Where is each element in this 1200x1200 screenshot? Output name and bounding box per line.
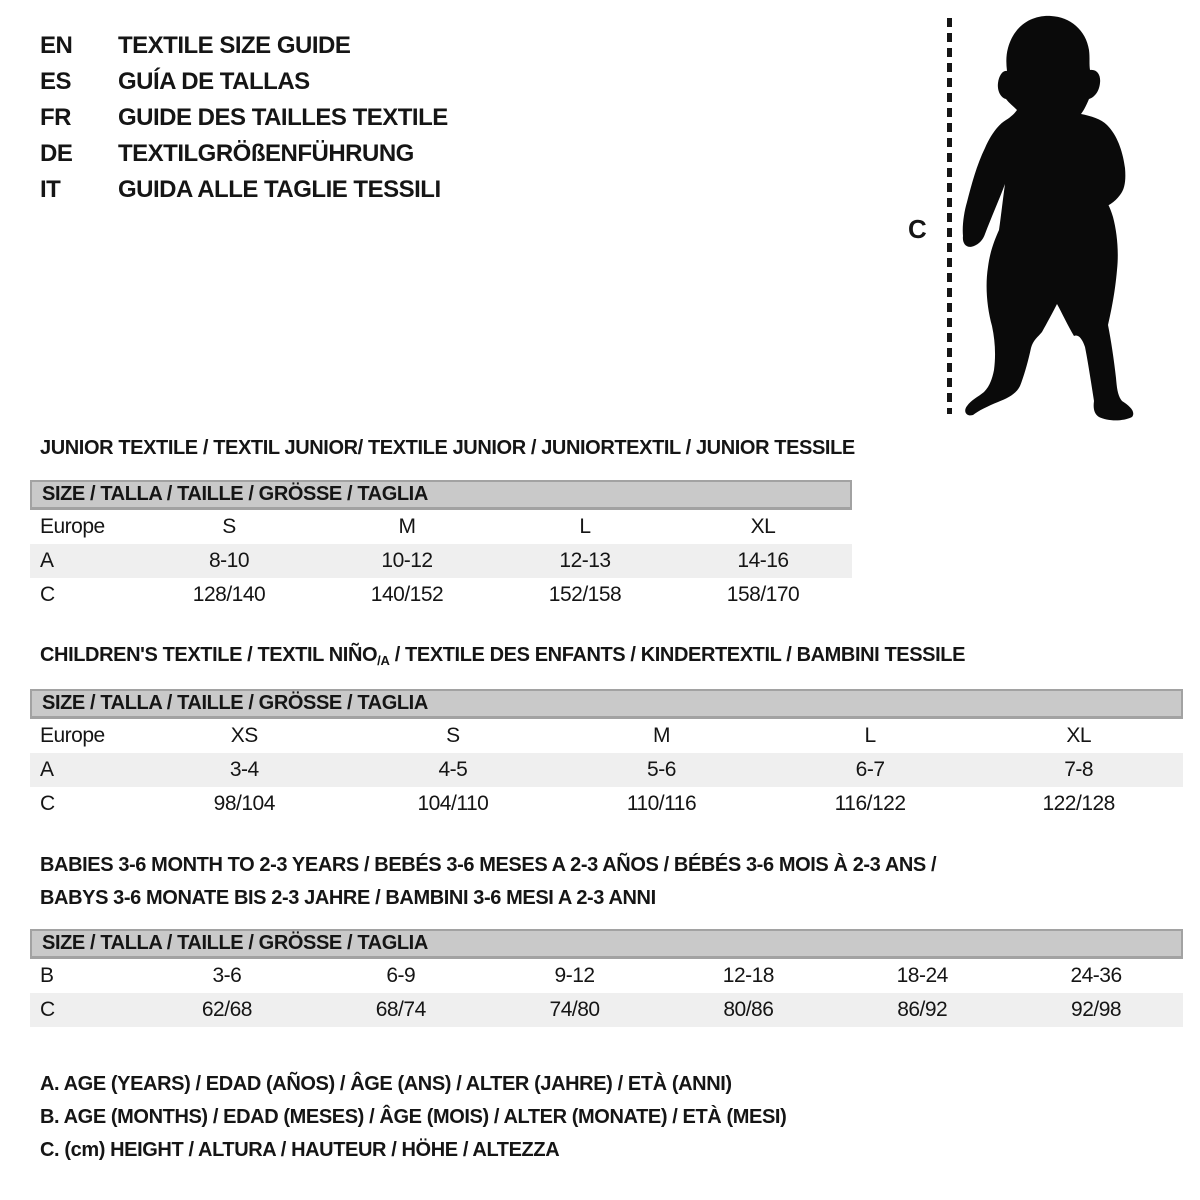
months-cell: 3-6 [212,964,242,987]
size-cell: XL [1066,724,1092,747]
junior-size-table [30,480,852,612]
table-row-height [30,578,852,612]
height-cell: 68/74 [375,998,426,1021]
age-cell: 8-10 [208,549,250,572]
height-cell: 152/158 [548,583,622,606]
row-label: C [40,998,55,1021]
language-label: TEXTILGRÖßENFÜHRUNG [118,140,414,167]
height-cell: 140/152 [370,583,444,606]
legend-line-a: A. AGE (YEARS) / EDAD (AÑOS) / ÂGE (ANS) / ALTER (JAHRE) / ETÀ (ANNI) [40,1073,732,1095]
size-table-header: SIZE / TALLA / TAILLE / GRÖSSE / TAGLIA [30,689,1183,719]
height-measure-dashed-line [947,18,952,414]
height-measure-label: C [908,214,927,244]
size-cell: L [579,515,591,538]
height-cell: 104/110 [417,792,489,815]
months-cell: 9-12 [554,964,595,987]
months-cell: 6-9 [386,964,416,987]
babies-title-line2: BABYS 3-6 MONATE BIS 2-3 JAHRE / BAMBINI 3-6 MESI A 2-3 ANNI [40,887,656,909]
age-cell: 7-8 [1064,758,1094,781]
language-row-es [40,64,448,100]
height-cell: 62/68 [201,998,252,1021]
children-section-title [40,643,965,673]
language-label: GUÍA DE TALLAS [118,68,310,95]
measurement-legend [40,1068,786,1167]
language-code: DE [40,140,73,167]
table-row-height [30,787,1183,821]
size-cell: L [864,724,876,747]
size-table-header: SIZE / TALLA / TAILLE / GRÖSSE / TAGLIA [30,929,1183,959]
age-cell: 12-13 [559,549,611,572]
height-cell: 122/128 [1042,792,1115,815]
age-cell: 5-6 [647,758,676,781]
row-label: C [40,583,55,606]
table-row-age [30,753,1183,787]
size-cell: M [398,515,416,538]
language-label: TEXTILE SIZE GUIDE [118,32,351,59]
language-code: EN [40,32,73,59]
babies-size-table [30,929,1183,1027]
children-size-table [30,689,1183,821]
age-cell: 14-16 [737,549,789,572]
table-row-height [30,993,1183,1027]
toddler-silhouette-icon [958,10,1148,425]
height-cell: 158/170 [726,583,800,606]
row-label: Europe [40,515,105,538]
age-cell: 3-4 [229,758,259,781]
months-cell: 24-36 [1070,964,1122,987]
height-cell: 98/104 [213,792,275,815]
height-cell: 74/80 [549,998,600,1021]
height-cell: 86/92 [897,998,948,1021]
size-cell: S [222,515,236,538]
age-cell: 6-7 [855,758,885,781]
table-row-age [30,544,852,578]
size-cell: M [652,724,670,747]
height-cell: 116/122 [834,792,906,815]
size-cell: S [446,724,460,747]
height-cell: 110/116 [626,792,697,815]
row-label: B [40,964,54,987]
row-label: Europe [40,724,105,747]
children-title-rest: / TEXTILE DES ENFANTS / KINDERTEXTIL / BAMBINI TESSILE [389,644,966,666]
height-cell: 80/86 [723,998,774,1021]
language-code: ES [40,68,72,95]
language-label: GUIDA ALLE TAGLIE TESSILI [118,176,441,203]
row-label: A [40,758,54,781]
babies-section-title [40,849,936,915]
language-list [40,28,448,208]
legend-line-b: B. AGE (MONTHS) / EDAD (MESES) / ÂGE (MOIS) / ALTER (MONATE) / ETÀ (MESI) [40,1106,787,1128]
height-cell: 128/140 [192,583,266,606]
age-cell: 10-12 [381,549,433,572]
months-cell: 12-18 [722,964,774,987]
legend-line-c: C. (cm) HEIGHT / ALTURA / HAUTEUR / HÖHE / ALTEZZA [40,1139,560,1161]
junior-section-title: JUNIOR TEXTILE / TEXTIL JUNIOR/ TEXTILE JUNIOR / JUNIORTEXTIL / JUNIOR TESSILE [40,437,855,459]
size-cell: XL [750,515,776,538]
babies-title-line1: BABIES 3-6 MONTH TO 2-3 YEARS / BEBÉS 3-6 MESES A 2-3 AÑOS / BÉBÉS 3-6 MOIS À 2-3 ANS / [40,854,937,876]
months-cell: 18-24 [896,964,948,987]
row-label: C [40,792,55,815]
children-title-subscript: /A [377,653,390,668]
language-label: GUIDE DES TAILLES TEXTILE [118,104,448,131]
age-cell: 4-5 [438,758,468,781]
size-table-header: SIZE / TALLA / TAILLE / GRÖSSE / TAGLIA [30,480,852,510]
language-code: IT [40,176,61,203]
language-row-it [40,172,448,208]
row-label: A [40,549,54,572]
size-cell: XS [230,724,258,747]
table-row-months [30,959,1183,993]
table-row-europe [30,510,852,544]
language-row-fr [40,100,448,136]
table-row-europe [30,719,1183,753]
height-cell: 92/98 [1071,998,1122,1021]
language-row-en [40,28,448,64]
language-code: FR [40,104,71,131]
children-title-main: CHILDREN'S TEXTILE / TEXTIL NIÑO [40,644,378,666]
language-row-de [40,136,448,172]
